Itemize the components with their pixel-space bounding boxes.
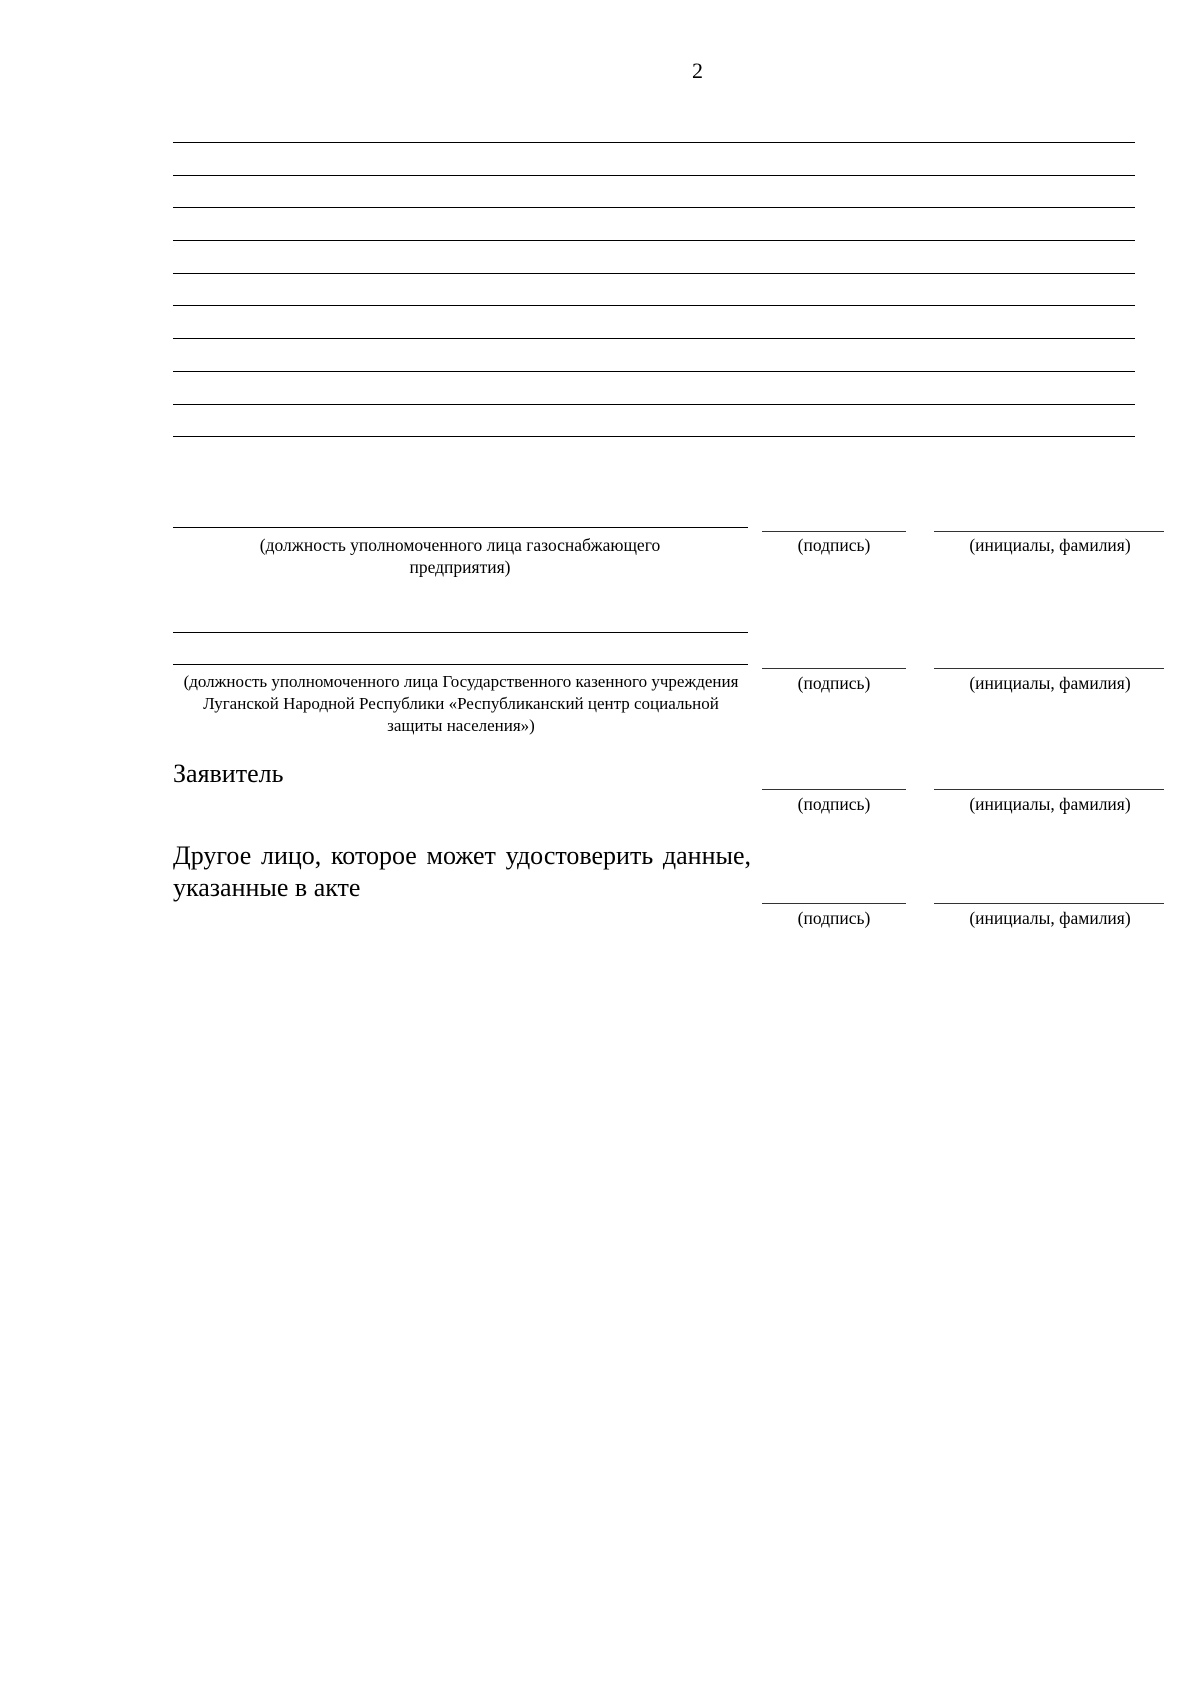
name-caption: (инициалы, фамилия): [969, 673, 1131, 693]
name-line: [934, 668, 1164, 669]
name-line: [934, 903, 1164, 904]
name-line: [934, 531, 1164, 532]
name-caption: (инициалы, фамилия): [969, 908, 1131, 928]
signature-line: [762, 903, 906, 904]
name-caption: (инициалы, фамилия): [969, 535, 1131, 555]
name-caption: (инициалы, фамилия): [969, 794, 1131, 814]
signature-caption: (подпись): [797, 794, 871, 814]
signature-line: [762, 668, 906, 669]
position-line-upper: [173, 632, 748, 633]
signature-caption: (подпись): [797, 673, 871, 693]
position-line: [173, 664, 748, 665]
blank-line: [173, 305, 1135, 338]
blank-line: [173, 175, 1135, 208]
page-number: 2: [692, 58, 703, 83]
position-line: [173, 527, 748, 528]
blank-ruled-lines: [173, 142, 1135, 438]
signature-line: [762, 789, 906, 790]
blank-line: [173, 371, 1135, 404]
blank-line: [173, 207, 1135, 240]
applicant-label: Заявитель: [173, 759, 284, 788]
position-caption: (должность уполномоченного лица газоснабжающего предприятия): [259, 535, 661, 577]
blank-line: [173, 273, 1135, 306]
witness-label: Другое лицо, которое может удостоверить данные, указанные в акте: [173, 841, 751, 902]
position-caption: (должность уполномоченного лица Государственного казенного учреждения Луганской Народной Республики «Республиканский центр социальной защиты населения»): [183, 672, 739, 735]
blank-line: [173, 338, 1135, 371]
signature-caption: (подпись): [797, 908, 871, 928]
blank-line: [173, 404, 1135, 437]
name-line: [934, 789, 1164, 790]
signature-caption: (подпись): [797, 535, 871, 555]
blank-line: [173, 142, 1135, 175]
blank-line: [173, 240, 1135, 273]
blank-line: [173, 436, 1135, 438]
signature-line: [762, 531, 906, 532]
